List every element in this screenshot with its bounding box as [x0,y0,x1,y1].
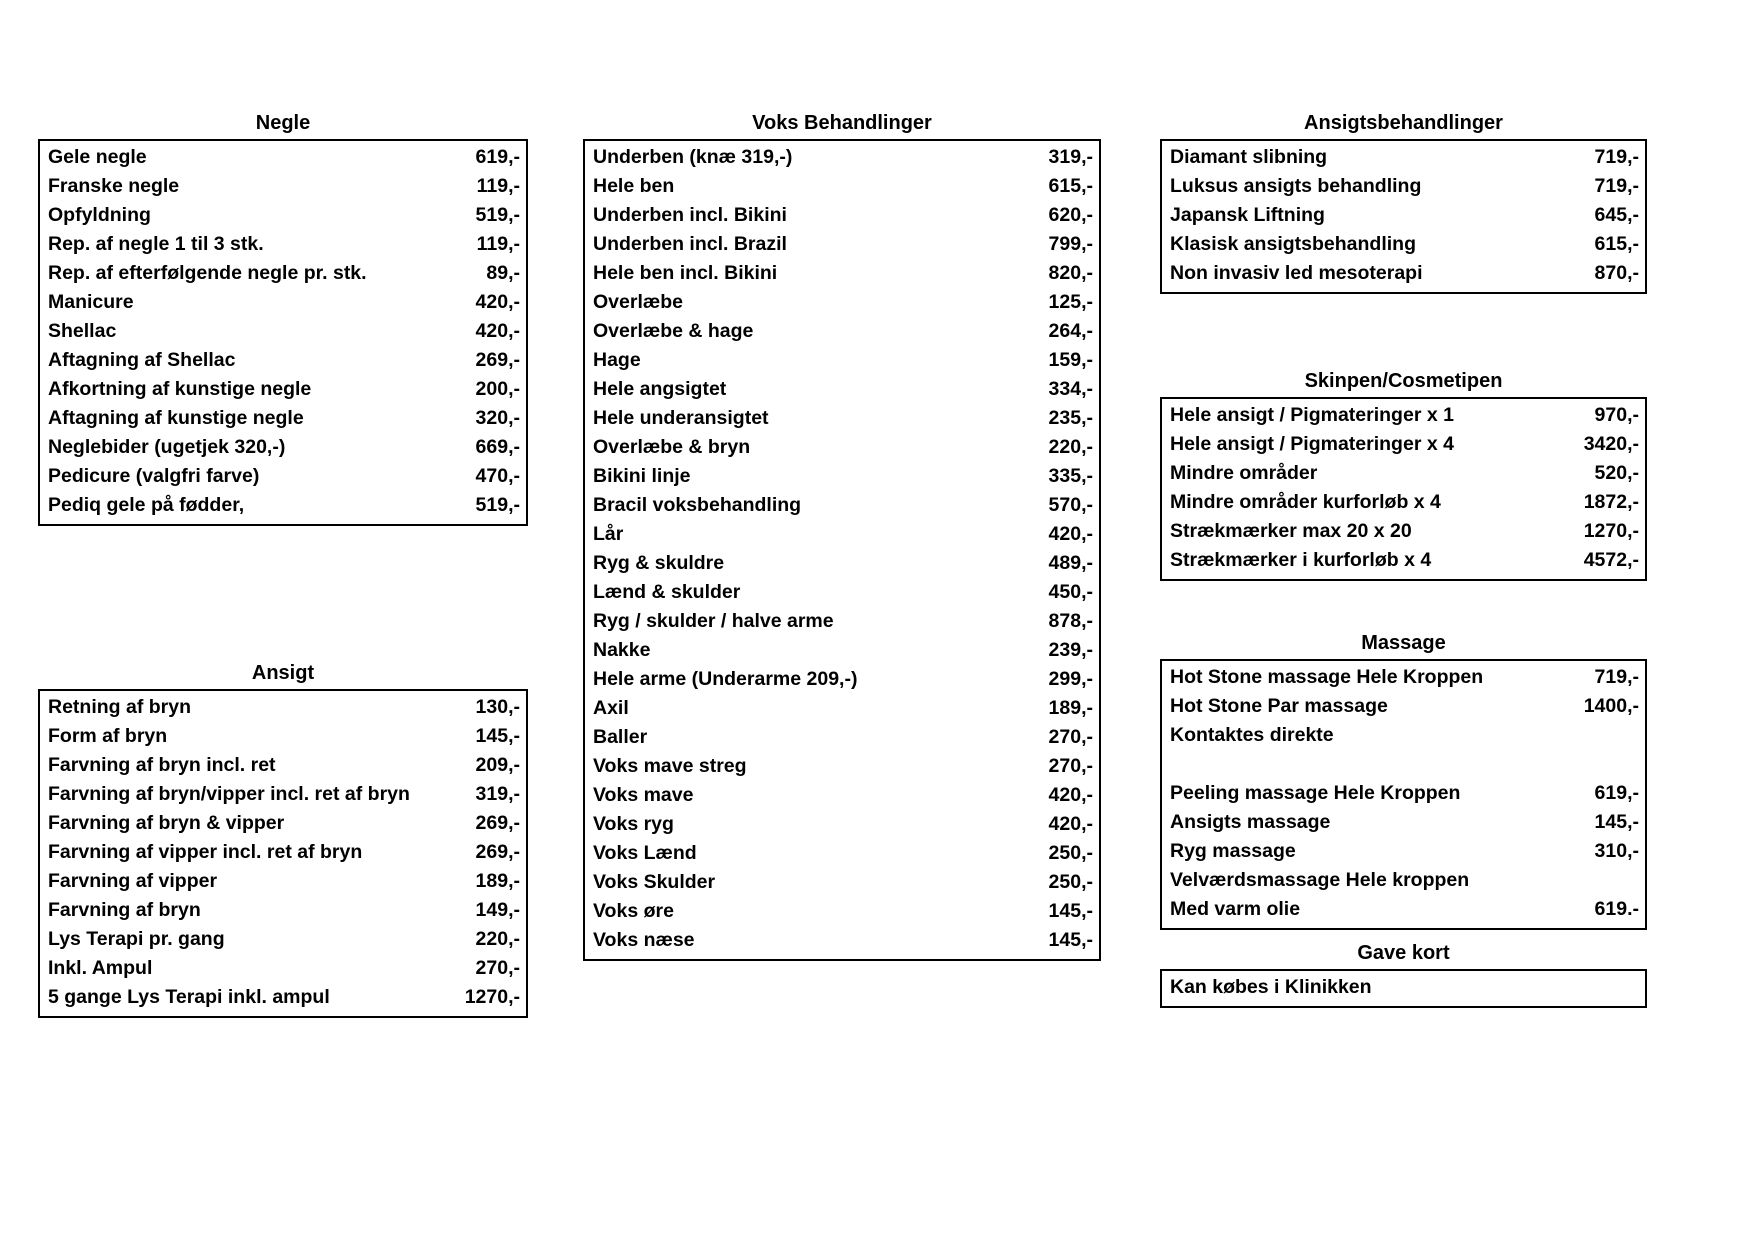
price-row [40,751,526,780]
price-row-value: 270,- [1048,755,1093,777]
price-row [40,722,526,751]
price-row-label: Hage [593,349,641,371]
price-box-ansigtsbehandlinger [1160,139,1647,294]
price-row [585,346,1099,375]
price-row [585,839,1099,868]
price-row [1162,837,1645,866]
price-row [1162,692,1645,721]
price-row [585,665,1099,694]
price-row-value: 719,- [1594,666,1639,688]
price-row [40,983,526,1012]
price-row [585,549,1099,578]
price-row [585,317,1099,346]
price-row-value: 250,- [1048,871,1093,893]
price-row-label: Hele underansigtet [593,407,769,429]
section-title-skinpen: Skinpen/Cosmetipen [1304,370,1503,392]
price-row [585,810,1099,839]
price-row-label: Voks næse [593,929,695,951]
price-row-label: Voks Lænd [593,842,697,864]
price-row-value: 319,- [475,783,520,805]
price-row [1162,779,1645,808]
price-row [585,404,1099,433]
price-row-label: Velværdsmassage Hele kroppen [1170,869,1470,891]
price-row-value: 645,- [1594,204,1639,226]
price-row [40,809,526,838]
price-row-value: 270,- [1048,726,1093,748]
price-row-label: 5 gange Lys Terapi inkl. ampul [48,986,330,1008]
price-row [585,259,1099,288]
price-row-value: 145,- [1048,929,1093,951]
price-row [1162,172,1645,201]
price-row [1162,750,1645,779]
price-row-value: 145,- [1048,900,1093,922]
price-row-value: 320,- [475,407,520,429]
price-row [40,780,526,809]
price-row-value: 519,- [475,494,520,516]
price-row-label: Mindre områder kurforløb x 4 [1170,491,1441,513]
price-row-label: Bikini linje [593,465,691,487]
section-title-massage: Massage [1361,632,1446,654]
price-row-value: 420,- [475,291,520,313]
price-row-value: 619,- [1594,782,1639,804]
section-negle [38,110,528,526]
price-row [585,462,1099,491]
price-row-value: 420,- [1048,784,1093,806]
price-row [40,693,526,722]
price-row-label: Ansigts massage [1170,811,1331,833]
price-row-value: 269,- [475,812,520,834]
price-row-label: Farvning af vipper [48,870,218,892]
price-row-label: Japansk Liftning [1170,204,1325,226]
price-row-value: 520,- [1594,462,1639,484]
price-row-label: Franske negle [48,175,180,197]
price-row-label: Aftagning af kunstige negle [48,407,304,429]
price-row [1162,401,1645,430]
price-row-value: 420,- [1048,813,1093,835]
price-row-value: 89,- [486,262,520,284]
price-row-label: Underben incl. Brazil [593,233,787,255]
price-row [40,867,526,896]
price-row-label: Diamant slibning [1170,146,1328,168]
price-row [1162,721,1645,750]
price-row-label: Strækmærker i kurforløb x 4 [1170,549,1432,571]
price-row-value: 335,- [1048,465,1093,487]
price-row-value: 220,- [475,928,520,950]
price-row-value: 870,- [1594,262,1639,284]
price-row [40,462,526,491]
price-row-value: 269,- [475,841,520,863]
price-row-label: Kontaktes direkte [1170,724,1334,746]
price-row-label: Hele angsigtet [593,378,727,400]
price-row [40,954,526,983]
section-massage [1160,630,1647,930]
price-row-label: Neglebider (ugetjek 320,-) [48,436,286,458]
price-row-label: Peeling massage Hele Kroppen [1170,782,1461,804]
price-row [40,172,526,201]
price-row-label: Lys Terapi pr. gang [48,928,225,950]
price-row-label: Rep. af negle 1 til 3 stk. [48,233,264,255]
price-row-label: Underben incl. Bikini [593,204,787,226]
price-row-label: Bracil voksbehandling [593,494,802,516]
price-row-value: 1270,- [464,986,520,1008]
price-row-value: 264,- [1048,320,1093,342]
price-row-label: Hele ansigt / Pigmateringer x 4 [1170,433,1454,455]
price-row [1162,895,1645,924]
price-row-label: Voks mave streg [593,755,747,777]
price-row-value: 3420,- [1583,433,1639,455]
price-box-negle [38,139,528,526]
price-row [585,897,1099,926]
section-title-ansigt: Ansigt [251,662,315,684]
price-row-value: 149,- [475,899,520,921]
price-row [1162,866,1645,895]
price-row [585,636,1099,665]
price-row-value: 615,- [1594,233,1639,255]
price-row-value: 310,- [1594,840,1639,862]
price-row [585,288,1099,317]
price-row-label: Axil [593,697,629,719]
price-row-label: Nakke [593,639,651,661]
price-row-value: 4572,- [1583,549,1639,571]
price-row-label: Shellac [48,320,117,342]
price-row [585,607,1099,636]
price-row-label: Hele ben incl. Bikini [593,262,778,284]
section-gavekort [1160,940,1647,1008]
price-box-voks [583,139,1101,961]
price-row-label: Inkl. Ampul [48,957,153,979]
price-row [585,230,1099,259]
price-row-value: 159,- [1048,349,1093,371]
price-row-label: Gele negle [48,146,147,168]
price-row-value: 239,- [1048,639,1093,661]
price-row-label: Lår [593,523,624,545]
price-row-value: 189,- [1048,697,1093,719]
price-box-gavekort [1160,969,1647,1008]
price-row-label: Lænd & skulder [593,581,741,603]
price-row-value: 620,- [1048,204,1093,226]
price-row-label: Opfyldning [48,204,151,226]
price-row-label: Farvning af bryn incl. ret [48,754,276,776]
price-row-label: Overlæbe & bryn [593,436,751,458]
price-row [1162,973,1645,1002]
price-row [40,491,526,520]
price-row-value: 970,- [1594,404,1639,426]
price-row-value: 619,- [475,146,520,168]
price-row [40,404,526,433]
price-row-value: 450,- [1048,581,1093,603]
price-row [40,201,526,230]
price-box-ansigt [38,689,528,1018]
section-title-negle: Negle [255,112,311,134]
price-row [1162,230,1645,259]
price-row-label: Voks mave [593,784,694,806]
price-row-value: 615,- [1048,175,1093,197]
price-row-label: Form af bryn [48,725,168,747]
price-row-value: 250,- [1048,842,1093,864]
price-row-label: Hele arme (Underarme 209,-) [593,668,858,690]
price-row-value: 319,- [1048,146,1093,168]
price-row [585,694,1099,723]
price-row [585,143,1099,172]
price-row-value: 878,- [1048,610,1093,632]
price-row [40,288,526,317]
price-row [585,578,1099,607]
price-row-label: Voks ryg [593,813,674,835]
price-row-value: 145,- [1594,811,1639,833]
price-row-label: Ryg / skulder / halve arme [593,610,834,632]
price-row [40,925,526,954]
price-row-value: 820,- [1048,262,1093,284]
price-row-label: Klasisk ansigtsbehandling [1170,233,1416,255]
price-row-label: Farvning af bryn [48,899,201,921]
price-row-value: 719,- [1594,175,1639,197]
section-title-ansigtsbehandlinger: Ansigtsbehandlinger [1304,112,1503,134]
price-row [40,838,526,867]
price-row [1162,430,1645,459]
price-row [1162,546,1645,575]
price-box-skinpen [1160,397,1647,581]
price-row [1162,143,1645,172]
price-row-value: 420,- [1048,523,1093,545]
price-row-value: 145,- [475,725,520,747]
price-row-label: Underben (knæ 319,-) [593,146,793,168]
price-row-label: Hele ansigt / Pigmateringer x 1 [1170,404,1454,426]
price-row [40,375,526,404]
price-row-label: Voks øre [593,900,674,922]
price-row-value: 570,- [1048,494,1093,516]
price-row-label: Med varm olie [1170,898,1301,920]
price-row [1162,517,1645,546]
price-row [1162,663,1645,692]
price-box-massage [1160,659,1647,930]
price-row-value: 125,- [1048,291,1093,313]
price-row-value: 119,- [476,175,520,197]
price-row-label: Hele ben [593,175,675,197]
price-row [585,491,1099,520]
price-row-value: 1400,- [1583,695,1639,717]
price-row-label: Overlæbe [593,291,683,313]
section-skinpen [1160,368,1647,581]
price-row-label: Overlæbe & hage [593,320,754,342]
price-row-value: 470,- [475,465,520,487]
price-row-value: 1270,- [1583,520,1639,542]
price-row-value: 1872,- [1583,491,1639,513]
price-row-value: 519,- [475,204,520,226]
price-row [585,433,1099,462]
price-row-value: 200,- [475,378,520,400]
section-title-gavekort: Gave kort [1357,942,1450,964]
price-row [585,520,1099,549]
price-row-value: 209,- [475,754,520,776]
price-row-label: Kan købes i Klinikken [1170,976,1372,998]
price-row-label: Pediq gele på fødder, [48,494,245,516]
price-row [40,433,526,462]
price-row-value: 220,- [1048,436,1093,458]
section-voks [583,110,1101,961]
price-row [40,346,526,375]
price-row [1162,201,1645,230]
price-row-label: Manicure [48,291,134,313]
price-row-label: Farvning af bryn/vipper incl. ret af bryn [48,783,410,805]
price-row-label: Mindre områder [1170,462,1318,484]
price-row-label: Hot Stone Par massage [1170,695,1388,717]
price-row [1162,459,1645,488]
price-row-value: 235,- [1048,407,1093,429]
price-row-value: 489,- [1048,552,1093,574]
price-row-label: Retning af bryn [48,696,192,718]
price-row-value: 299,- [1048,668,1093,690]
price-row [40,143,526,172]
price-row [585,752,1099,781]
price-row [585,926,1099,955]
price-row [585,781,1099,810]
price-row-value: 189,- [475,870,520,892]
price-row-value: 619.- [1594,898,1639,920]
price-row [585,723,1099,752]
price-row-value: 669,- [475,436,520,458]
price-row-value: 269,- [475,349,520,371]
section-ansigtsbehandlinger [1160,110,1647,294]
price-row [40,317,526,346]
price-row [585,375,1099,404]
price-row-label: Afkortning af kunstige negle [48,378,312,400]
price-row [1162,259,1645,288]
price-row-label: Rep. af efterfølgende negle pr. stk. [48,262,367,284]
price-row-label: Farvning af bryn & vipper [48,812,285,834]
price-row-label: Ryg & skuldre [593,552,725,574]
price-row-value: 119,- [476,233,520,255]
price-row [40,259,526,288]
price-row-value: 334,- [1048,378,1093,400]
price-row [585,201,1099,230]
price-row-value: 799,- [1048,233,1093,255]
price-row [40,230,526,259]
price-row-label: Luksus ansigts behandling [1170,175,1422,197]
price-row-label: Hot Stone massage Hele Kroppen [1170,666,1484,688]
price-row [1162,488,1645,517]
price-row-label: Ryg massage [1170,840,1296,862]
price-row-label: Pedicure (valgfri farve) [48,465,260,487]
price-row-label: Baller [593,726,648,748]
price-row-value: 270,- [475,957,520,979]
price-row-label: Voks Skulder [593,871,716,893]
price-row-label: Farvning af vipper incl. ret af bryn [48,841,363,863]
section-title-voks: Voks Behandlinger [752,112,932,134]
price-row [40,896,526,925]
price-row-label: Aftagning af Shellac [48,349,236,371]
price-row-label: Strækmærker max 20 x 20 [1170,520,1412,542]
price-row [1162,808,1645,837]
price-row-value: 130,- [475,696,520,718]
price-row [585,172,1099,201]
price-row [585,868,1099,897]
section-ansigt [38,660,528,1018]
price-row-value: 719,- [1594,146,1639,168]
price-row-label: Non invasiv led mesoterapi [1170,262,1423,284]
price-row-value: 420,- [475,320,520,342]
